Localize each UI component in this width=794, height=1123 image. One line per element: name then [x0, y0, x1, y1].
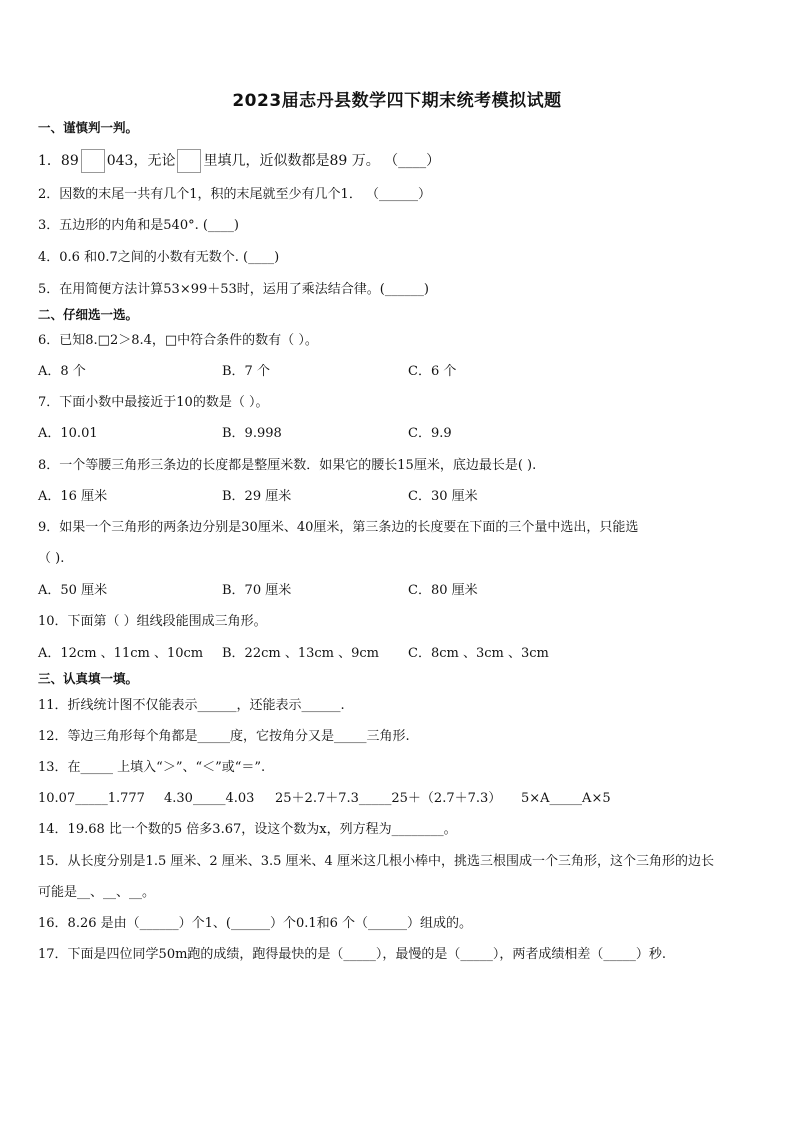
question-14: 14．19.68 比一个数的5 倍多3.67，设这个数为x，列方程为________。	[38, 822, 457, 837]
option-a[interactable]: A．8 个	[38, 364, 86, 379]
question-15-line1: 15．从长度分别是1.5 厘米、2 厘米、3.5 厘米、4 厘米这几根小棒中，挑选三根围成一个三角形，这个三角形的边长	[38, 854, 714, 869]
option-c[interactable]: C．80 厘米	[408, 583, 478, 598]
comparison-item[interactable]: 10.07_____1.777	[38, 791, 145, 806]
question-9: 9．如果一个三角形的两条边分别是30厘米、40厘米，第三条边的长度要在下面的三个量中选出，只能选	[38, 520, 639, 535]
question-3: 3．五边形的内角和是540°. (____)	[38, 218, 239, 233]
question-4: 4．0.6 和0.7之间的小数有无数个. (____)	[38, 250, 280, 265]
question-17: 17．下面是四位同学50m跑的成绩，跑得最快的是（_____），最慢的是（_____），两者成绩相差（_____）秒.	[38, 947, 667, 962]
option-a[interactable]: A．12cm 、11cm 、10cm	[38, 646, 204, 661]
question-9-blank: （ ).	[38, 551, 65, 566]
question-12: 12．等边三角形每个角都是_____度，它按角分又是_____三角形.	[38, 729, 410, 744]
option-a[interactable]: A．50 厘米	[38, 583, 108, 598]
comparison-item[interactable]: 4.30_____4.03	[164, 791, 255, 806]
page-title: 2023届志丹县数学四下期末统考模拟试题	[232, 91, 562, 111]
question-13: 13．在_____ 上填入“＞”、“＜”或“＝”.	[38, 760, 266, 775]
question-11: 11．折线统计图不仅能表示______，还能表示______.	[38, 698, 345, 713]
question-8: 8．一个等腰三角形三条边的长度都是整厘米数．如果它的腰长15厘米，底边最长是( ).	[38, 458, 537, 473]
question-1-part1: 1．89	[38, 153, 79, 169]
comparison-item[interactable]: 25＋2.7＋7.3_____25＋（2.7＋7.3）	[275, 791, 502, 806]
option-b[interactable]: B．9.998	[222, 426, 282, 441]
section-heading-judge: 一、谨慎判一判。	[38, 120, 139, 135]
option-c[interactable]: C．30 厘米	[408, 489, 478, 504]
option-b[interactable]: B．29 厘米	[222, 489, 292, 504]
question-6: 6．已知8.□2＞8.4，□中符合条件的数有（ ）。	[38, 333, 318, 348]
question-1	[38, 149, 440, 173]
option-b[interactable]: B．22cm 、13cm 、9cm	[222, 646, 379, 661]
section-heading-choose: 二、仔细选一选。	[38, 307, 139, 322]
answer-blank-box[interactable]	[81, 149, 105, 173]
section-heading-fill: 三、认真填一填。	[38, 671, 139, 686]
option-b[interactable]: B．7 个	[222, 364, 270, 379]
option-c[interactable]: C．9.9	[408, 426, 452, 441]
question-15-line2: 可能是__、__、__。	[38, 885, 156, 900]
option-c[interactable]: C．8cm 、3cm 、3cm	[408, 646, 549, 661]
question-1-part3: 里填几，近似数都是89 万。 （____）	[203, 153, 441, 169]
option-b[interactable]: B．70 厘米	[222, 583, 292, 598]
question-1-part2: 043，无论	[106, 153, 176, 169]
option-a[interactable]: A．10.01	[38, 426, 98, 441]
option-a[interactable]: A．16 厘米	[38, 489, 108, 504]
question-16: 16．8.26 是由（______）个1、(______）个0.1和6 个（______）组成的。	[38, 916, 473, 931]
question-7: 7．下面小数中最接近于10的数是（ ）。	[38, 395, 269, 410]
comparison-item[interactable]: 5×A_____A×5	[521, 791, 611, 806]
question-10: 10．下面第（ ）组线段能围成三角形。	[38, 614, 267, 629]
question-2: 2．因数的末尾一共有几个1，积的末尾就至少有几个1． （______）	[38, 187, 431, 202]
answer-blank-box[interactable]	[177, 149, 201, 173]
question-5: 5．在用简便方法计算53×99＋53时，运用了乘法结合律。(______)	[38, 282, 429, 297]
option-c[interactable]: C．6 个	[408, 364, 457, 379]
